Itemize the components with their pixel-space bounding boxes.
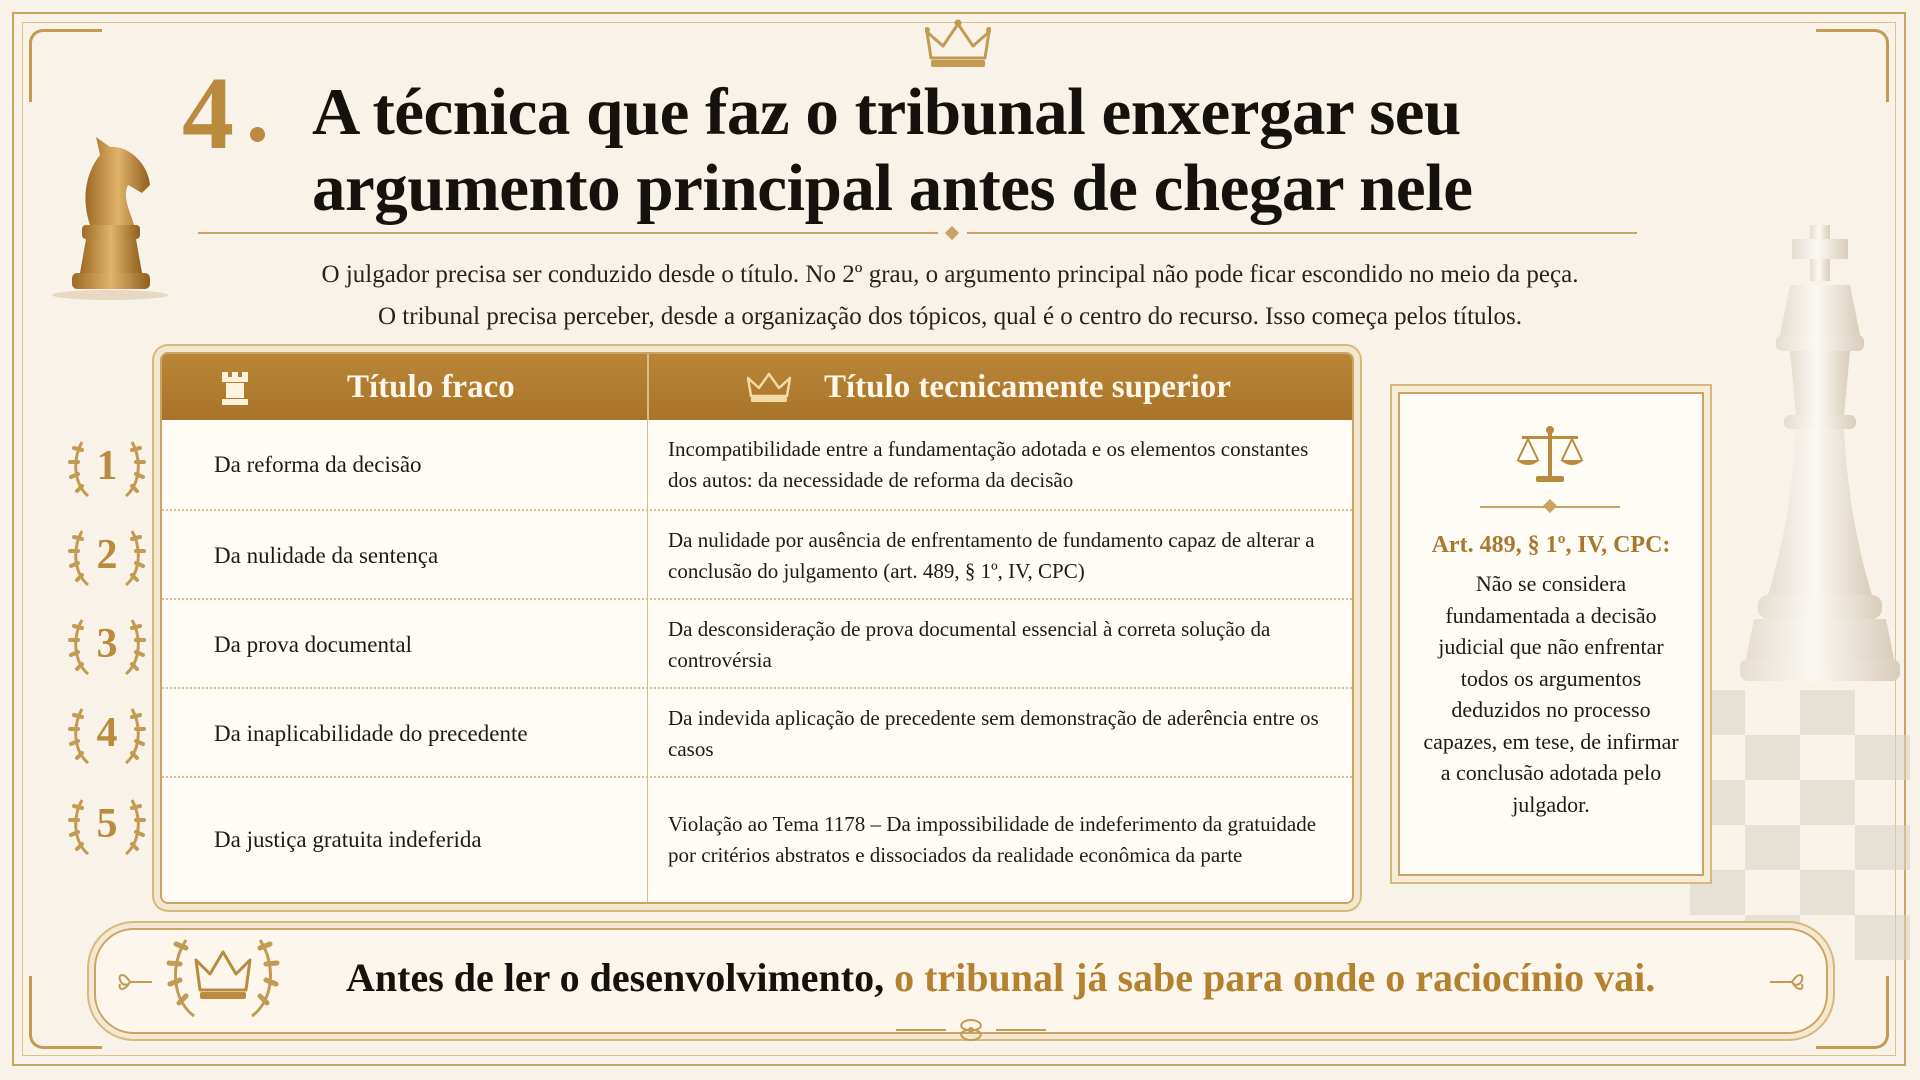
- section-number: 4: [182, 56, 234, 171]
- weak-title-cell: Da reforma da decisão: [214, 451, 422, 477]
- table-row: [162, 509, 1352, 600]
- title-divider-left: [198, 232, 938, 234]
- page-title: A técnica que faz o tribunal enxergar seu argumento principal antes de chegar nele: [312, 75, 1473, 225]
- conclusion-part-1: Antes de ler o desenvolvimento,: [346, 955, 885, 1000]
- ornament-icon: [896, 1016, 1046, 1044]
- crown-laurel-icon: [164, 920, 282, 1030]
- row-badge-1: [68, 430, 146, 508]
- row-badge-4: [68, 697, 146, 775]
- header-strong-title: [649, 354, 1352, 420]
- row-number: 2: [96, 532, 118, 578]
- weak-title-cell: Da justiça gratuita indeferida: [214, 827, 482, 852]
- row-badge-2: [68, 519, 146, 597]
- number-dot: [250, 127, 265, 142]
- strong-title-cell: Violação ao Tema 1178 – Da impossibilidade de indeferimento da gratuidade por critérios abstratos e dissociados da realidade econômica da parte: [668, 812, 1317, 867]
- header-weak-label: Título fraco: [347, 369, 515, 405]
- strong-title-cell: Da indevida aplicação de precedente sem demonstração de aderência entre os casos: [668, 705, 1319, 761]
- header-weak-title: [162, 354, 647, 420]
- table-header: [162, 354, 1352, 420]
- flourish-left-icon: [114, 964, 154, 1000]
- strong-title-cell: Da desconsideração de prova documental essencial à correta solução da controvérsia: [668, 616, 1271, 672]
- table-row: [162, 420, 1352, 509]
- title-divider-right: [967, 232, 1637, 234]
- intro-text: [200, 254, 1700, 338]
- crown-icon: [747, 372, 791, 404]
- conclusion-banner: [94, 928, 1828, 1034]
- table-row: [162, 776, 1352, 902]
- conclusion-message: [346, 930, 1746, 1026]
- row-badge-5: [68, 788, 146, 866]
- chess-knight-icon: [50, 115, 170, 300]
- legal-note-box: [1398, 392, 1704, 876]
- weak-title-cell: Da prova documental: [214, 631, 412, 657]
- intro-line-1: O julgador precisa ser conduzido desde o título. No 2º grau, o argumento principal não pode ficar escondido no meio da peça.: [321, 261, 1579, 288]
- article-text: Não se considera fundamentada a decisão judicial que não enfrentar todos os argumentos deduzidos no processo capazes, em tese, de infirmar a conclusão adotada pelo julgador.: [1423, 571, 1679, 817]
- strong-title-cell: Incompatibilidade entre a fundamentação adotada e os elementos constantes dos autos: da necessidade de reforma da decisão: [668, 436, 1309, 492]
- rook-icon: [220, 370, 250, 406]
- crown-icon: [925, 18, 991, 72]
- row-number: 3: [96, 621, 118, 667]
- table-row: [162, 598, 1352, 689]
- row-number: 4: [96, 710, 118, 756]
- flourish-right-icon: [1768, 964, 1808, 1000]
- weak-title-cell: Da nulidade da sentença: [214, 542, 439, 568]
- article-title: Art. 489, § 1º, IV, CPC:: [1431, 532, 1671, 558]
- strong-title-cell: Da nulidade por ausência de enfrentamento de fundamento capaz de alterar a conclusão do julgamento (art. 489, § 1º, IV, CPC): [668, 527, 1315, 583]
- row-number: 1: [96, 443, 118, 489]
- weak-title-cell: Da inaplicabilidade do precedente: [214, 720, 528, 746]
- row-badge-3: [68, 608, 146, 686]
- row-number: 5: [96, 801, 118, 847]
- scales-of-justice-icon: [1514, 424, 1586, 486]
- intro-line-2: O tribunal precisa perceber, desde a organização dos tópicos, qual é o centro do recurso. Isso começa pelos títulos.: [378, 303, 1522, 330]
- comparison-table: [160, 352, 1354, 904]
- conclusion-part-2: o tribunal já sabe para onde o raciocínio vai.: [884, 955, 1656, 1000]
- header-strong-label: Título tecnicamente superior: [824, 369, 1231, 405]
- table-row: [162, 687, 1352, 778]
